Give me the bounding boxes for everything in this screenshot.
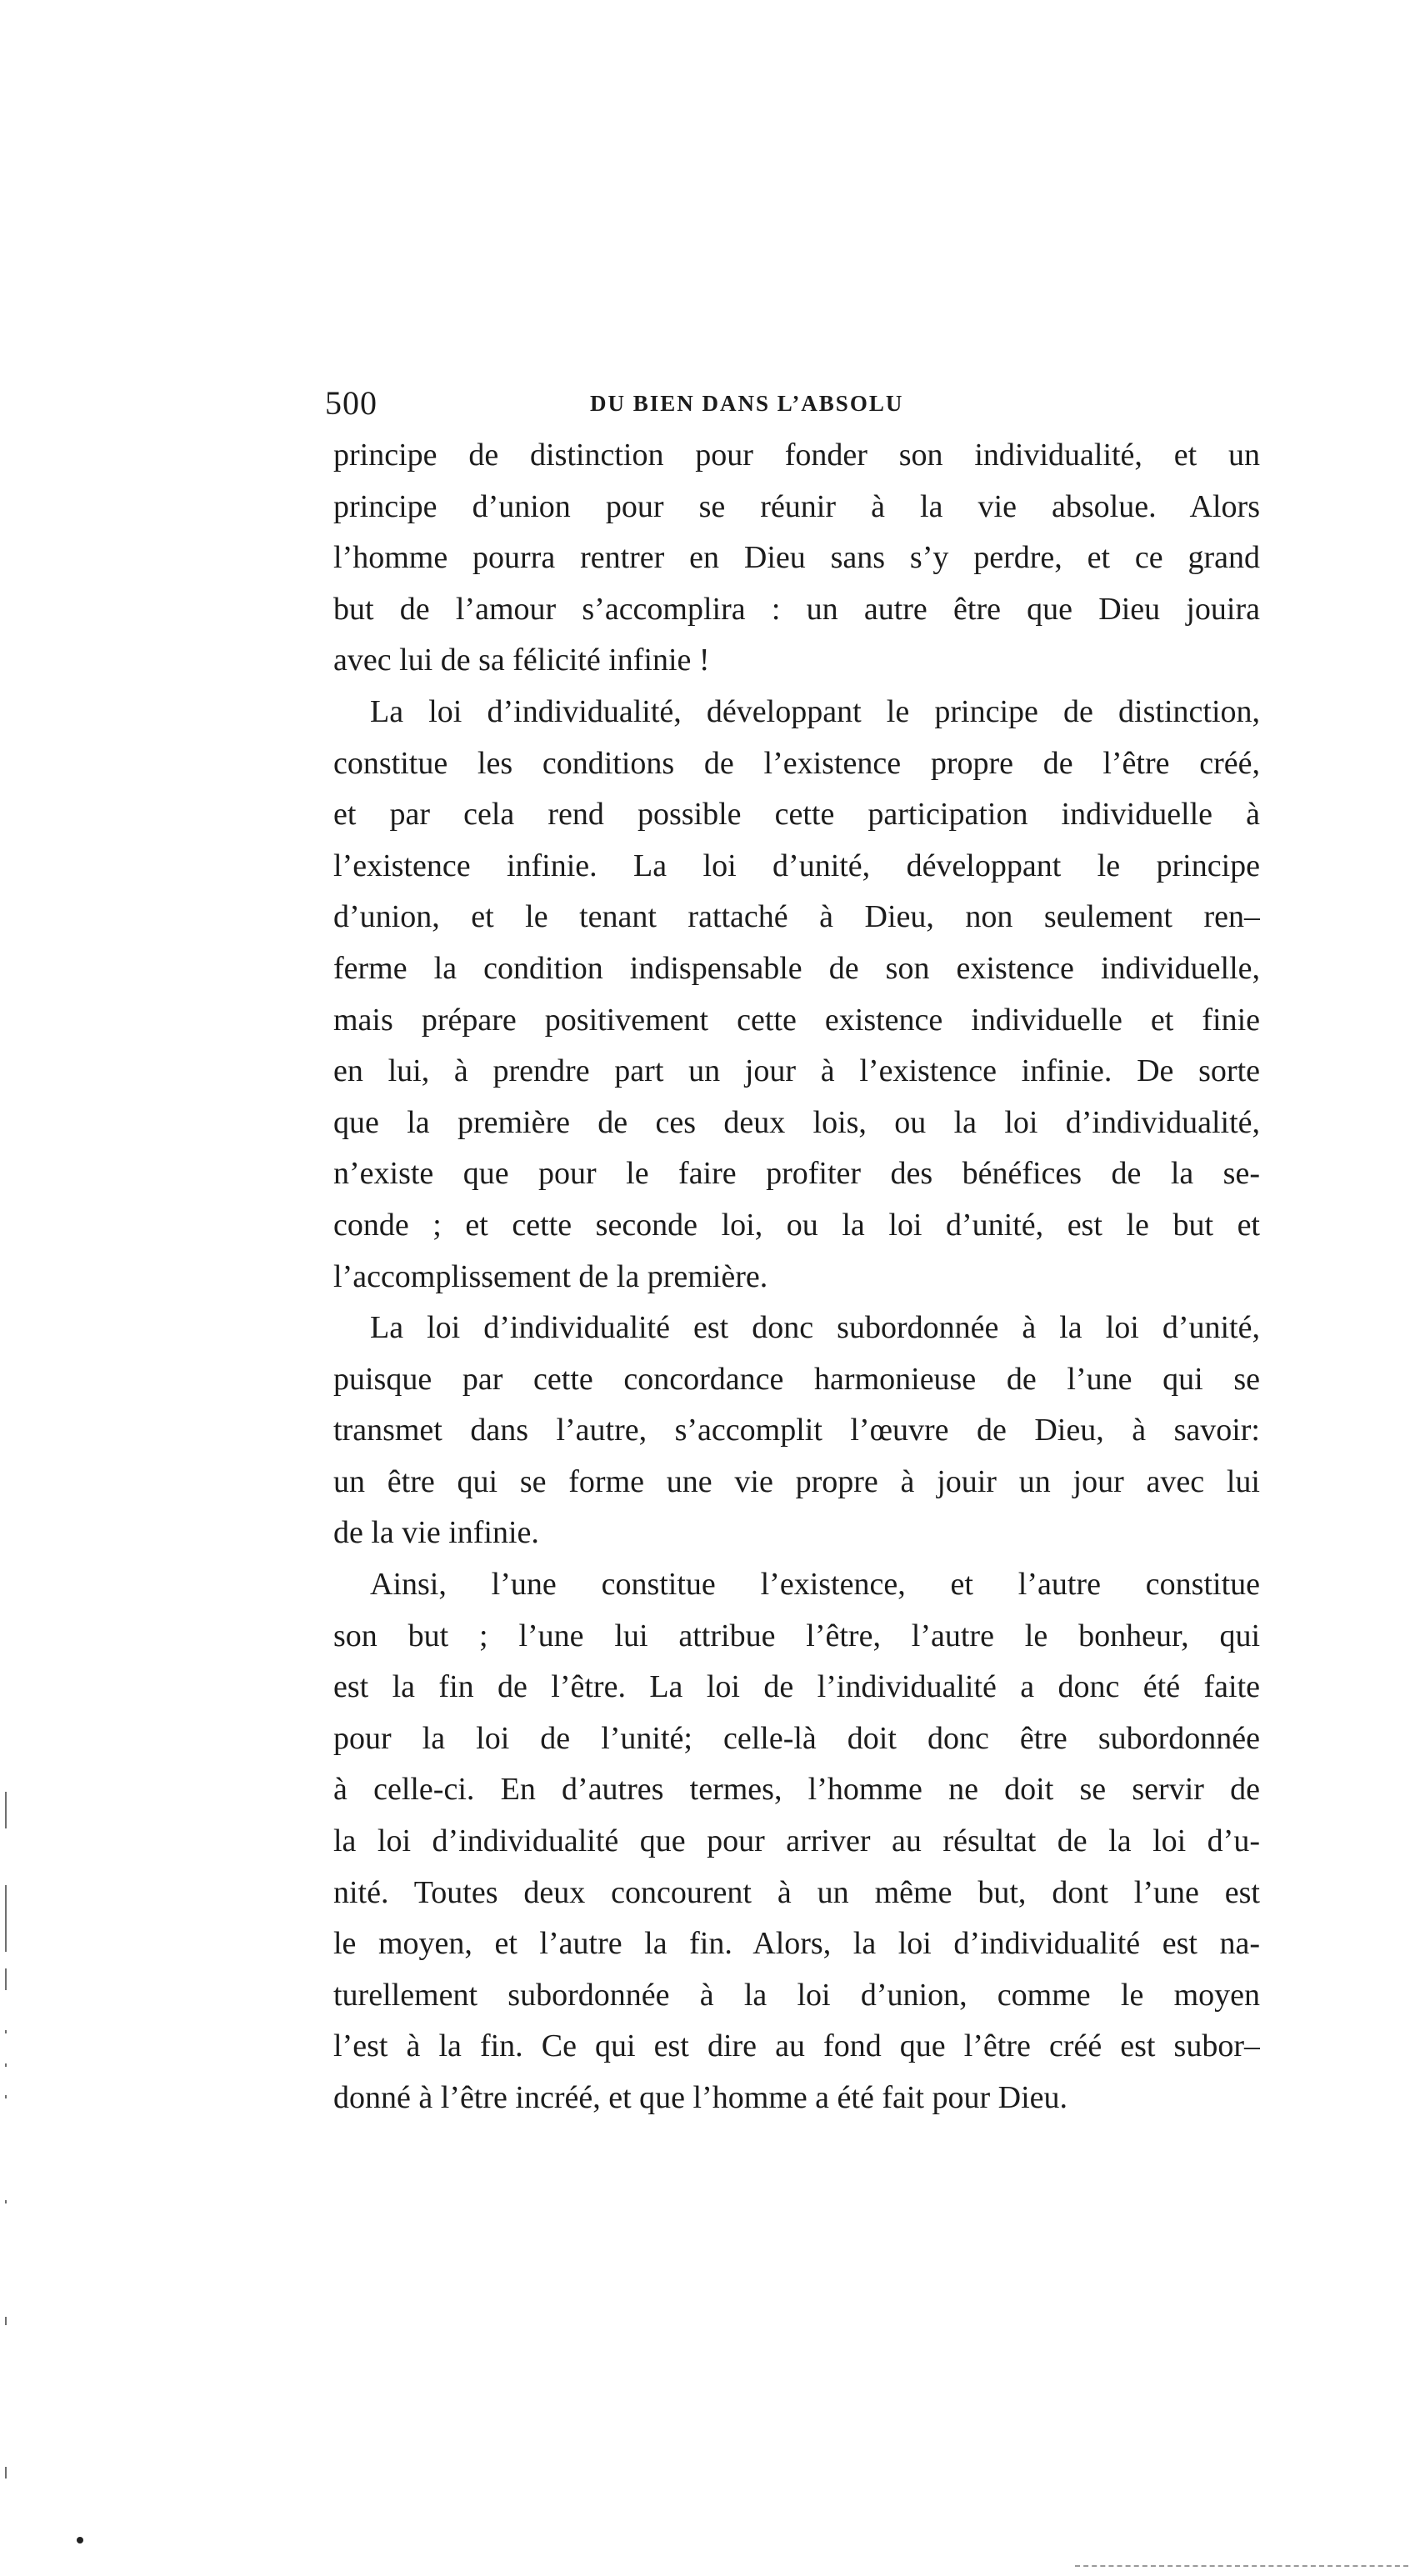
- text-line: donné à l’être incréé, et que l’homme a été fait pour Dieu.: [333, 2080, 1068, 2115]
- text-line: un être qui se forme une vie propre à jouir un jour avec lui: [333, 1463, 1260, 1499]
- text-line: constitue les conditions de l’existence propre de l’être créé,: [333, 745, 1260, 781]
- scan-tick-mark: [5, 1968, 7, 1990]
- body-text: [333, 430, 1260, 2124]
- scan-tick-mark: [5, 1885, 7, 1952]
- text-line: le moyen, et l’autre la fin. Alors, la loi d’individualité est na-: [333, 1926, 1260, 1962]
- paragraph-3: [333, 1303, 1260, 1559]
- ink-spot: [77, 2537, 83, 2543]
- text-line: conde ; et cette seconde loi, ou la loi d’unité, est le but et: [333, 1207, 1260, 1243]
- text-line: nité. Toutes deux concourent à un même but, dont l’une est: [333, 1874, 1260, 1910]
- scan-tick-mark: [5, 1792, 7, 1828]
- text-line: de la vie infinie.: [333, 1515, 539, 1551]
- scan-tick-mark: [5, 2467, 7, 2478]
- text-line: transmet dans l’autre, s’accomplit l’œuvre de Dieu, à savoir:: [333, 1413, 1260, 1448]
- text-line: en lui, à prendre part un jour à l’existence infinie. De sorte: [333, 1053, 1260, 1089]
- text-line: ferme la condition indispensable de son existence individuelle,: [333, 950, 1260, 986]
- text-line: mais prépare positivement cette existence individuelle et finie: [333, 1002, 1260, 1038]
- text-line: l’accomplissement de la première.: [333, 1258, 768, 1294]
- paragraph-2: [333, 687, 1260, 1303]
- paragraph-1: [333, 430, 1260, 687]
- text-line: pour la loi de l’unité; celle-là doit donc être subordonnée: [333, 1720, 1260, 1756]
- scan-tick-mark: [5, 2317, 7, 2325]
- text-line: d’union, et le tenant rattaché à Dieu, non seulement ren–: [333, 899, 1260, 935]
- text-line: but de l’amour s’accomplira : un autre être que Dieu jouira: [333, 591, 1260, 627]
- text-line: l’homme pourra rentrer en Dieu sans s’y perdre, et ce grand: [333, 540, 1260, 576]
- scan-margin-marks: [0, 0, 25, 2576]
- text-line: n’existe que pour le faire profiter des bénéfices de la se-: [333, 1156, 1260, 1192]
- text-line: La loi d’individualité est donc subordonnée à la loi d’unité,: [370, 1310, 1260, 1346]
- text-line: La loi d’individualité, développant le principe de distinction,: [370, 693, 1260, 729]
- text-line: et par cela rend possible cette participation individuelle à: [333, 797, 1260, 833]
- text-line: la loi d’individualité que pour arriver au résultat de la loi d’u-: [333, 1823, 1260, 1859]
- scan-tick-mark: [5, 2063, 7, 2067]
- text-line: turellement subordonnée à la loi d’union, comme le moyen: [333, 1977, 1260, 2013]
- paragraph-4: [333, 1559, 1260, 2124]
- scan-footer-dashes: [1075, 2565, 1408, 2570]
- running-head: [325, 377, 1275, 430]
- text-line: Ainsi, l’une constitue l’existence, et l’autre constitue: [370, 1567, 1260, 1603]
- scan-tick-mark: [5, 2200, 7, 2203]
- text-line: l’existence infinie. La loi d’unité, développant le principe: [333, 848, 1260, 883]
- text-line: puisque par cette concordance harmonieuse de l’une qui se: [333, 1361, 1260, 1397]
- scan-tick-mark: [5, 2095, 7, 2098]
- text-line: l’est à la fin. Ce qui est dire au fond que l’être créé est subor–: [333, 2028, 1260, 2064]
- scan-tick-mark: [5, 2030, 7, 2033]
- text-line: que la première de ces deux lois, ou la loi d’individualité,: [333, 1104, 1260, 1140]
- text-line: principe d’union pour se réunir à la vie absolue. Alors: [333, 488, 1260, 524]
- text-line: à celle-ci. En d’autres termes, l’homme ne doit se servir de: [333, 1772, 1260, 1808]
- running-title: DU BIEN DANS L’ABSOLU: [590, 391, 904, 416]
- text-line: son but ; l’une lui attribue l’être, l’autre le bonheur, qui: [333, 1618, 1260, 1653]
- text-line: avec lui de sa félicité infinie !: [333, 643, 710, 678]
- text-line: principe de distinction pour fonder son individualité, et un: [333, 438, 1260, 473]
- page-number: 500: [325, 384, 378, 422]
- text-line: est la fin de l’être. La loi de l’individualité a donc été faite: [333, 1669, 1260, 1705]
